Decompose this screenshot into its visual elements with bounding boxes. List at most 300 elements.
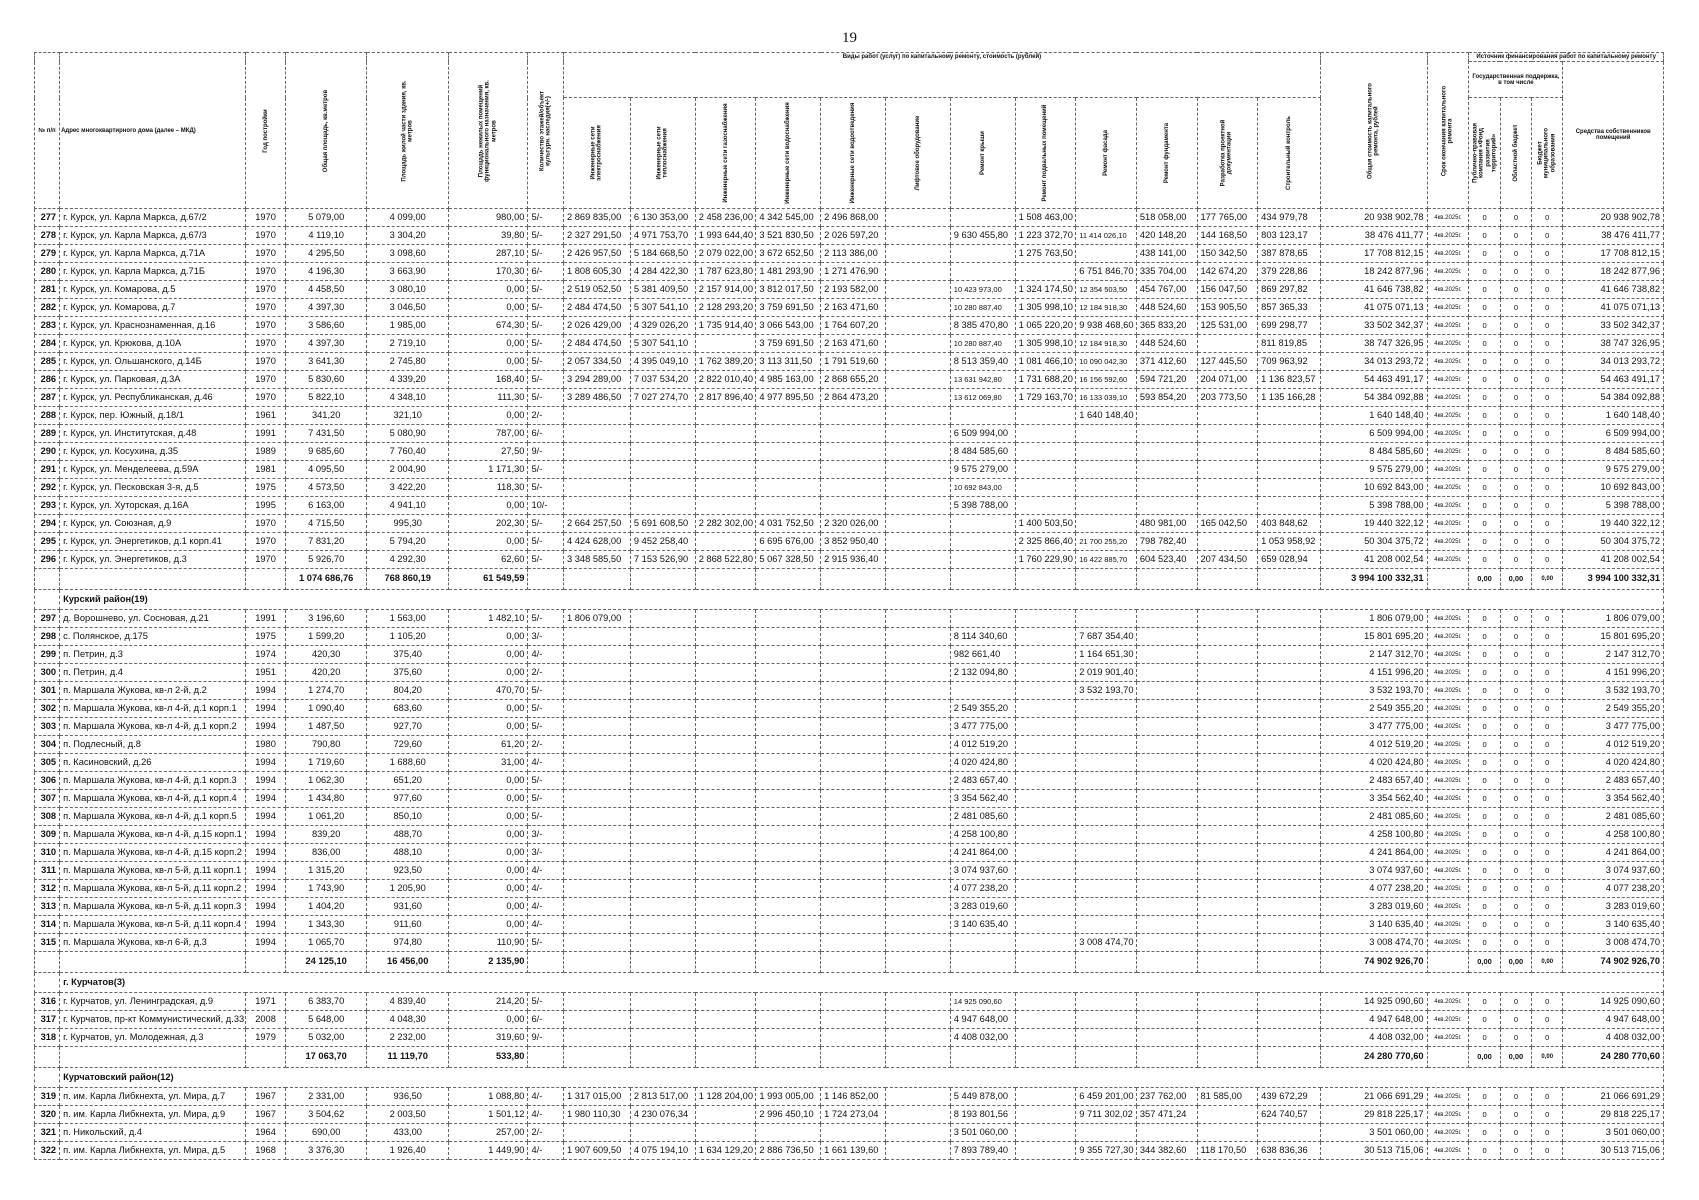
row-work-cost-2 [630,754,695,772]
row-address: г. Курск, ул. Комарова, д.5 [60,281,246,299]
row-work-cost-9: 3 008 474,70 [1076,934,1137,952]
row-work-cost-10 [1136,497,1197,515]
row-total-area: 790,80 [285,736,367,754]
row-living-area: 375,40 [367,646,449,664]
row-year: 1994 [246,898,286,916]
row-work-cost-5 [821,1124,886,1142]
row-work-cost-12 [1258,425,1321,443]
row-work-cost-5 [821,700,886,718]
row-work-cost-4: 4 031 752,50 [756,515,821,533]
row-work-cost-5: 2 320 026,00 [821,515,886,533]
state-support-header: Государственная поддержка, в том числе [1469,62,1563,98]
empty-cell [1258,952,1321,973]
row-deadline: 4кв.2025г. [1427,664,1469,682]
district-heading-row [35,973,1664,993]
row-year: 1991 [246,610,286,628]
row-work-cost-8: 1 731 688,20 [1015,371,1076,389]
row-nonliving-area: 0,00 [448,916,527,934]
row-work-cost-1 [563,718,630,736]
row-nonliving-area: 0,00 [448,880,527,898]
page-number: 19 [842,30,857,46]
row-work-cost-8 [1015,993,1076,1011]
row-work-cost-9 [1076,916,1137,934]
row-work-cost-1 [563,862,630,880]
row-year: 1981 [246,461,286,479]
row-work-cost-6 [885,880,950,898]
row-work-cost-1 [563,1124,630,1142]
row-work-cost-4 [756,862,821,880]
table-row [35,826,1664,844]
row-work-cost-6 [885,533,950,551]
row-work-cost-5: 1 791 519,60 [821,353,886,371]
row-work-cost-12 [1258,754,1321,772]
col-floors-header: Количество этажей/объект культурн. наследия(+/-) [528,53,564,209]
row-work-cost-9: 9 938 468,60 [1076,317,1137,335]
row-work-cost-4 [756,754,821,772]
row-work-cost-7: 4 258 100,80 [950,826,1015,844]
row-work-cost-3: 2 128 293,20 [695,299,756,317]
row-municipal: 0 [1532,1088,1563,1106]
row-total-area: 341,20 [285,407,367,425]
row-year: 1967 [246,1106,286,1124]
row-total-area: 5 830,60 [285,371,367,389]
row-work-cost-6 [885,682,950,700]
row-year: 1995 [246,497,286,515]
row-year: 1994 [246,934,286,952]
table-row [35,808,1664,826]
row-fund: 0 [1469,371,1500,389]
row-work-cost-8 [1015,916,1076,934]
row-regional: 0 [1500,299,1531,317]
row-work-cost-6 [885,993,950,1011]
row-work-cost-8: 1 223 372,70 [1015,227,1076,245]
row-work-cost-9 [1076,808,1137,826]
row-work-cost-3 [695,497,756,515]
row-work-cost-2: 7 037 534,20 [630,371,695,389]
row-work-cost-3 [695,646,756,664]
row-fund: 0 [1469,1142,1500,1160]
row-work-cost-4: 3 812 017,50 [756,281,821,299]
table-row [35,389,1664,407]
row-address: п. им. Карла Либкнехта, ул. Мира, д.7 [60,1088,246,1106]
row-work-cost-6 [885,389,950,407]
row-work-cost-10 [1136,664,1197,682]
empty-cell [35,1047,60,1068]
table-row [35,1011,1664,1029]
row-work-cost-8 [1015,1142,1076,1160]
row-work-cost-6 [885,407,950,425]
row-work-cost-4 [756,479,821,497]
row-total-area: 1 090,40 [285,700,367,718]
row-number: 315 [35,934,60,952]
living-area-sum: 768 860,19 [367,569,449,590]
table-row [35,862,1664,880]
row-work-cost-2: 5 307 541,10 [630,335,695,353]
row-fund: 0 [1469,934,1500,952]
row-work-cost-7: 982 661,40 [950,646,1015,664]
row-work-cost-3 [695,880,756,898]
row-work-cost-6 [885,664,950,682]
row-work-cost-4 [756,1011,821,1029]
row-number: 322 [35,1142,60,1160]
table-row [35,880,1664,898]
row-total-cost: 3 008 474,70 [1320,934,1427,952]
row-fund: 0 [1469,718,1500,736]
row-work-cost-4 [756,718,821,736]
row-owners: 41 646 738,82 [1563,281,1664,299]
row-work-cost-8 [1015,425,1076,443]
row-owners: 34 013 293,72 [1563,353,1664,371]
row-work-cost-4 [756,646,821,664]
living-area-sum: 16 456,00 [367,952,449,973]
row-work-cost-6 [885,425,950,443]
row-deadline: 4кв.2025г. [1427,610,1469,628]
row-work-cost-6 [885,1142,950,1160]
row-nonliving-area: 0,00 [448,826,527,844]
row-address: п. Петрин, д.4 [60,664,246,682]
row-regional: 0 [1500,245,1531,263]
row-fund: 0 [1469,479,1500,497]
table-row [35,227,1664,245]
row-work-cost-10 [1136,993,1197,1011]
row-total-area: 1 743,90 [285,880,367,898]
row-municipal: 0 [1532,227,1563,245]
row-year: 1970 [246,281,286,299]
row-regional: 0 [1500,1011,1531,1029]
row-work-cost-11 [1197,880,1258,898]
row-work-cost-9: 6 459 201,00 [1076,1088,1137,1106]
row-work-cost-8 [1015,718,1076,736]
row-owners: 4 408 032,00 [1563,1029,1664,1047]
row-living-area: 923,50 [367,862,449,880]
row-work-cost-4: 3 113 311,50 [756,353,821,371]
district-label: Курчатовский район(12) [60,1068,1664,1088]
row-work-cost-5 [821,862,886,880]
row-nonliving-area: 1 171,30 [448,461,527,479]
row-owners: 30 513 715,06 [1563,1142,1664,1160]
row-floors: 6/- [528,263,564,281]
row-regional: 0 [1500,227,1531,245]
row-total-cost: 29 818 225,17 [1320,1106,1427,1124]
row-owners: 19 440 322,12 [1563,515,1664,533]
row-municipal: 0 [1532,389,1563,407]
table-row [35,461,1664,479]
row-work-cost-11 [1197,407,1258,425]
row-work-cost-4 [756,934,821,952]
row-deadline: 4кв.2025г. [1427,461,1469,479]
row-total-cost: 10 692 843,00 [1320,479,1427,497]
row-work-cost-9 [1076,862,1137,880]
row-work-cost-7: 3 074 937,60 [950,862,1015,880]
table-row [35,898,1664,916]
row-work-cost-10 [1136,790,1197,808]
row-year: 1994 [246,916,286,934]
row-work-cost-11 [1197,790,1258,808]
row-work-cost-12: 811 819,85 [1258,335,1321,353]
row-work-cost-2 [630,1011,695,1029]
row-work-cost-6 [885,1011,950,1029]
row-work-cost-11 [1197,754,1258,772]
row-municipal: 0 [1532,610,1563,628]
row-fund: 0 [1469,317,1500,335]
row-living-area: 911,60 [367,916,449,934]
row-work-cost-7 [950,934,1015,952]
row-work-cost-4 [756,425,821,443]
row-work-cost-4: 1 481 293,90 [756,263,821,281]
table-row [35,497,1664,515]
row-regional: 0 [1500,371,1531,389]
row-floors: 10/- [528,497,564,515]
row-work-cost-6 [885,898,950,916]
row-work-cost-2 [630,664,695,682]
row-work-cost-7: 4 020 424,80 [950,754,1015,772]
row-work-cost-2: 7 153 526,90 [630,551,695,569]
row-living-area: 2 004,90 [367,461,449,479]
subtotal-row [35,569,1664,590]
row-number: 309 [35,826,60,844]
row-work-cost-3: 2 157 914,00 [695,281,756,299]
row-total-area: 1 274,70 [285,682,367,700]
row-deadline: 4кв.2025г. [1427,718,1469,736]
row-total-cost: 4 012 519,20 [1320,736,1427,754]
row-deadline: 4кв.2025г. [1427,479,1469,497]
row-number: 307 [35,790,60,808]
row-work-cost-2 [630,916,695,934]
row-work-cost-2: 4 230 076,34 [630,1106,695,1124]
row-work-cost-4 [756,664,821,682]
row-floors: 5/- [528,533,564,551]
row-work-cost-4 [756,461,821,479]
row-year: 1970 [246,551,286,569]
col-work-8-header: Ремонт подвальных помещений [1015,98,1076,209]
row-year: 1970 [246,371,286,389]
empty-cell [821,1047,886,1068]
row-work-cost-1 [563,790,630,808]
row-total-area: 1 404,20 [285,898,367,916]
municipal-sum: 0,00 [1532,1047,1563,1068]
row-total-area: 2 331,00 [285,1088,367,1106]
row-work-cost-4 [756,700,821,718]
row-nonliving-area: 0,00 [448,299,527,317]
row-work-cost-8 [1015,700,1076,718]
row-work-cost-2 [630,425,695,443]
row-regional: 0 [1500,389,1531,407]
row-work-cost-11 [1197,1011,1258,1029]
row-municipal: 0 [1532,880,1563,898]
row-owners: 6 509 994,00 [1563,425,1664,443]
row-owners: 4 947 648,00 [1563,1011,1664,1029]
row-work-cost-5 [821,1029,886,1047]
row-number: 302 [35,700,60,718]
row-work-cost-4: 3 672 652,50 [756,245,821,263]
row-fund: 0 [1469,916,1500,934]
row-owners: 3 140 635,40 [1563,916,1664,934]
row-total-cost: 21 066 691,29 [1320,1088,1427,1106]
row-municipal: 0 [1532,515,1563,533]
row-address: п. им. Карла Либкнехта, ул. Мира, д.9 [60,1106,246,1124]
row-floors: 4/- [528,754,564,772]
row-work-cost-3: 1 787 623,80 [695,263,756,281]
table-row [35,515,1664,533]
empty-cell [695,952,756,973]
row-deadline: 4кв.2025г. [1427,497,1469,515]
empty-cell [695,569,756,590]
row-work-cost-4 [756,772,821,790]
row-number: 282 [35,299,60,317]
empty-cell [1015,1047,1076,1068]
regional-sum: 0,00 [1500,569,1531,590]
row-work-cost-7: 4 012 519,20 [950,736,1015,754]
row-work-cost-8: 1 275 763,50 [1015,245,1076,263]
row-nonliving-area: 0,00 [448,700,527,718]
row-work-cost-6 [885,551,950,569]
row-work-cost-4 [756,993,821,1011]
row-work-cost-3 [695,682,756,700]
table-row [35,1088,1664,1106]
row-work-cost-1 [563,425,630,443]
row-work-cost-10 [1136,443,1197,461]
row-owners: 3 008 474,70 [1563,934,1664,952]
row-work-cost-5: 1 271 476,90 [821,263,886,281]
row-address: п. Подлесный, д.8 [60,736,246,754]
row-number: 278 [35,227,60,245]
table-row [35,682,1664,700]
row-work-cost-9: 6 751 846,70 [1076,263,1137,281]
table-row [35,1142,1664,1160]
row-work-cost-5: 1 661 139,60 [821,1142,886,1160]
row-address: г. Курск, ул. Песковская 3-я, д.5 [60,479,246,497]
row-total-cost: 18 242 877,96 [1320,263,1427,281]
table-body [35,209,1664,1160]
row-work-cost-11 [1197,736,1258,754]
row-work-cost-4: 4 342 545,00 [756,209,821,227]
row-work-cost-3: 1 634 129,20 [695,1142,756,1160]
row-address: г. Курск, ул. Энергетиков, д.3 [60,551,246,569]
row-owners: 54 463 491,17 [1563,371,1664,389]
row-work-cost-2: 9 452 258,40 [630,533,695,551]
row-work-cost-5: 2 868 655,20 [821,371,886,389]
row-address: г. Курск, ул. Парковая, д.3А [60,371,246,389]
row-work-cost-2 [630,646,695,664]
row-work-cost-11 [1197,1124,1258,1142]
row-work-cost-1: 2 869 835,00 [563,209,630,227]
row-year: 1991 [246,425,286,443]
row-work-cost-7: 8 484 585,60 [950,443,1015,461]
row-work-cost-6 [885,772,950,790]
row-number: 310 [35,844,60,862]
row-deadline: 4кв.2025г. [1427,772,1469,790]
row-work-cost-9: 9 711 302,02 [1076,1106,1137,1124]
row-number: 284 [35,335,60,353]
table-row [35,1029,1664,1047]
row-year: 1994 [246,718,286,736]
row-nonliving-area: 0,00 [448,281,527,299]
row-work-cost-11 [1197,425,1258,443]
row-nonliving-area: 0,00 [448,335,527,353]
row-municipal: 0 [1532,245,1563,263]
row-work-cost-12 [1258,826,1321,844]
row-work-cost-6 [885,646,950,664]
row-number: 277 [35,209,60,227]
row-address: п. Маршала Жукова, кв-л 5-й, д.11 корп.1 [60,862,246,880]
row-municipal: 0 [1532,479,1563,497]
row-work-cost-12: 857 365,33 [1258,299,1321,317]
row-living-area: 1 926,40 [367,1142,449,1160]
row-work-cost-12: 624 740,57 [1258,1106,1321,1124]
row-owners: 29 818 225,17 [1563,1106,1664,1124]
row-work-cost-2: 4 395 049,10 [630,353,695,371]
row-work-cost-10 [1136,700,1197,718]
row-address: п. Никольский, д.4 [60,1124,246,1142]
row-fund: 0 [1469,790,1500,808]
row-nonliving-area: 27,50 [448,443,527,461]
row-regional: 0 [1500,497,1531,515]
row-work-cost-1 [563,664,630,682]
row-total-cost: 2 549 355,20 [1320,700,1427,718]
row-nonliving-area: 1 482,10 [448,610,527,628]
row-deadline: 4кв.2025г. [1427,281,1469,299]
row-living-area: 3 080,10 [367,281,449,299]
row-work-cost-5 [821,461,886,479]
empty-cell [950,1047,1015,1068]
row-work-cost-2: 6 130 353,00 [630,209,695,227]
table-row [35,646,1664,664]
row-deadline: 4кв.2025г. [1427,371,1469,389]
row-work-cost-11: 177 765,00 [1197,209,1258,227]
row-work-cost-8 [1015,1124,1076,1142]
row-work-cost-5 [821,736,886,754]
row-work-cost-5: 1 764 607,20 [821,317,886,335]
row-work-cost-6 [885,1106,950,1124]
row-work-cost-9 [1076,736,1137,754]
capital-repair-table [34,52,1664,1160]
row-living-area: 2 003,50 [367,1106,449,1124]
row-work-cost-10 [1136,461,1197,479]
row-total-area: 6 383,70 [285,993,367,1011]
row-work-cost-11 [1197,700,1258,718]
row-fund: 0 [1469,299,1500,317]
row-number: 308 [35,808,60,826]
row-floors: 4/- [528,880,564,898]
row-owners: 15 801 695,20 [1563,628,1664,646]
row-work-cost-1 [563,443,630,461]
row-deadline: 4кв.2025г. [1427,227,1469,245]
row-work-cost-5: 2 113 386,00 [821,245,886,263]
row-floors: 9/- [528,1029,564,1047]
row-work-cost-6 [885,808,950,826]
row-work-cost-3 [695,993,756,1011]
row-work-cost-8: 1 729 163,70 [1015,389,1076,407]
row-work-cost-9: 11 414 026,10 [1076,227,1137,245]
row-regional: 0 [1500,1029,1531,1047]
row-work-cost-10: 594 721,20 [1136,371,1197,389]
row-nonliving-area: 168,40 [448,371,527,389]
row-number: 281 [35,281,60,299]
row-work-cost-8: 1 081 466,10 [1015,353,1076,371]
row-work-cost-7: 9 630 455,80 [950,227,1015,245]
row-work-cost-3 [695,826,756,844]
row-work-cost-2 [630,844,695,862]
row-work-cost-6 [885,916,950,934]
row-deadline: 4кв.2025г. [1427,515,1469,533]
row-regional: 0 [1500,1124,1531,1142]
row-fund: 0 [1469,772,1500,790]
row-municipal: 0 [1532,862,1563,880]
row-work-cost-1: 3 294 289,00 [563,371,630,389]
row-work-cost-1 [563,479,630,497]
row-regional: 0 [1500,479,1531,497]
row-work-cost-9 [1076,826,1137,844]
